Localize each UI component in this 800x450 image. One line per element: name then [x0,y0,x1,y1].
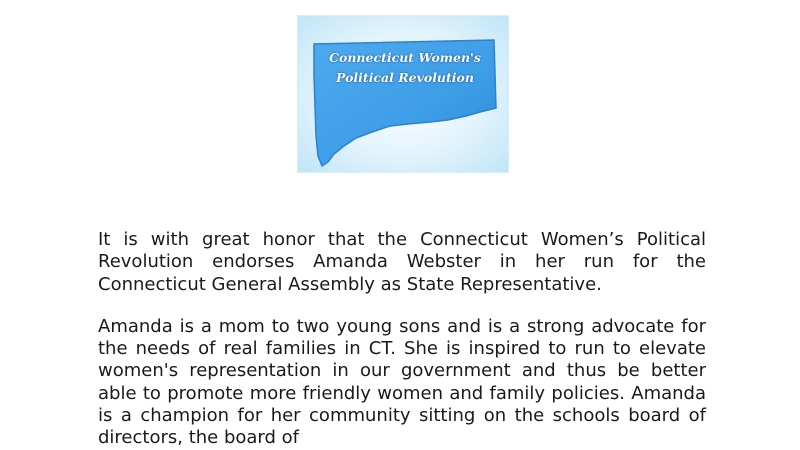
paragraph-endorsement: It is with great honor that the Connecticut Women’s Political Revolution endorses Amanda Webster in her run for the Connecticut General Assembly as State Representative. [98,229,706,295]
logo-wordmark [320,48,490,88]
connecticut-state-shape-icon [298,16,508,172]
endorsement-letter-body [98,229,706,450]
paragraph-candidate-bio: Amanda is a mom to two young sons and is a strong advocate for the needs of real families in CT. She is inspired to run to elevate women's representation in our government and thus be better able to promote more friendly women and family policies. Amanda is a champion for her community sitting on the schools board of directors, the board of [98,315,706,449]
organization-logo [298,16,508,172]
logo-line-2: Political Revolution [336,70,474,85]
logo-line-1: Connecticut Women's [329,50,481,65]
